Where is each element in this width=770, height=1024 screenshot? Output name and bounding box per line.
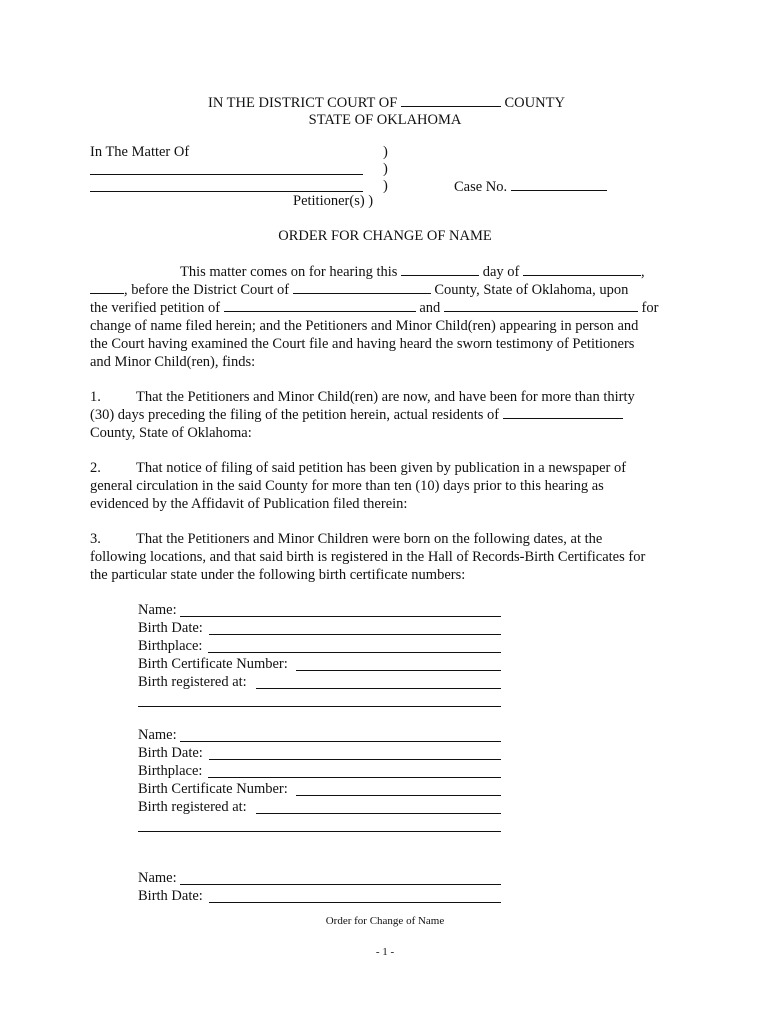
finding-1-line-3: County, State of Oklahoma: <box>90 425 252 441</box>
registered-at-blank-1 <box>256 688 501 689</box>
intro-line-3 <box>90 299 658 317</box>
case-no-blank <box>511 178 607 191</box>
intro-line-1 <box>180 263 645 281</box>
registered-at-extra-blank-1 <box>138 706 501 707</box>
finding-1-line-1: That the Petitioners and Minor Child(ren) are now, and have been for more than thirty <box>136 389 635 405</box>
intro-text-1b: day of <box>482 264 520 280</box>
court-heading-suffix: COUNTY <box>504 95 565 111</box>
name-blank-3 <box>180 884 501 885</box>
cert-number-blank-1 <box>296 670 501 671</box>
birth-date-label-3: Birth Date: <box>138 888 203 904</box>
registered-at-label-1: Birth registered at: <box>138 674 247 690</box>
intro-line-4: change of name filed herein; and the Petitioners and Minor Child(ren) appearing in person and <box>90 318 639 334</box>
page-title: ORDER FOR CHANGE OF NAME <box>278 228 492 244</box>
finding-3-line-1: That the Petitioners and Minor Children were born on the following dates, at the <box>136 531 603 547</box>
case-no-label: Case No. <box>454 179 508 195</box>
finding-3-line-3: the particular state under the following birth certificate numbers: <box>90 567 466 583</box>
page-number: - 1 - <box>375 946 395 958</box>
finding-3-line-2: following locations, and that said birth is registered in the Hall of Records-Birth Certificates for <box>90 549 646 565</box>
caption-paren-2: ) <box>383 161 388 177</box>
state-heading: STATE OF OKLAHOMA <box>308 112 462 128</box>
caption-paren-1: ) <box>383 144 388 160</box>
petitioner-blank-1 <box>90 174 363 175</box>
day-blank <box>401 263 479 276</box>
footer-title: Order for Change of Name <box>325 915 445 927</box>
name-blank-1 <box>180 616 501 617</box>
finding-3-number: 3. <box>90 531 101 547</box>
birth-date-blank-1 <box>209 634 501 635</box>
petitioner-blank-2 <box>90 191 363 192</box>
finding-2-line-1: That notice of filing of said petition has been given by publication in a newspaper of <box>136 460 627 476</box>
residence-county-blank <box>503 406 623 419</box>
finding-1-text-2a: (30) days preceding the filing of the petition herein, actual residents of <box>90 407 500 423</box>
intro-line-6: and Minor Child(ren), finds: <box>90 354 256 370</box>
name-blank-2 <box>180 741 501 742</box>
cert-number-label-1: Birth Certificate Number: <box>138 656 288 672</box>
district-county-blank <box>293 281 431 294</box>
intro-text-3b: and <box>419 300 441 316</box>
intro-line-2 <box>90 281 628 299</box>
petitioners-label: Petitioner(s) ) <box>293 193 374 209</box>
birth-date-label-1: Birth Date: <box>138 620 203 636</box>
intro-text-1a: This matter comes on for hearing this <box>180 264 398 280</box>
registered-at-label-2: Birth registered at: <box>138 799 247 815</box>
intro-line-5: the Court having examined the Court file and having heard the sworn testimony of Petitioners <box>90 336 635 352</box>
intro-text-2b: County, State of Oklahoma, upon <box>434 282 629 298</box>
finding-1-number: 1. <box>90 389 101 405</box>
finding-2-line-3: evidenced by the Affidavit of Publication filed therein: <box>90 496 408 512</box>
birth-date-blank-2 <box>209 759 501 760</box>
birth-date-label-2: Birth Date: <box>138 745 203 761</box>
finding-2-line-2: general circulation in the said County for more than ten (10) days prior to this hearing as <box>90 478 604 494</box>
month-blank <box>523 263 641 276</box>
court-heading <box>208 94 565 112</box>
registered-at-extra-blank-2 <box>138 831 501 832</box>
intro-text-1c: , <box>640 264 645 280</box>
intro-text-3a: the verified petition of <box>90 300 221 316</box>
registered-at-blank-2 <box>256 813 501 814</box>
county-blank <box>401 94 501 107</box>
birthplace-label-2: Birthplace: <box>138 763 203 779</box>
court-heading-prefix: IN THE DISTRICT COURT OF <box>208 95 398 111</box>
birthplace-blank-1 <box>208 652 501 653</box>
name-label-3: Name: <box>138 870 177 886</box>
name-label-1: Name: <box>138 602 177 618</box>
cert-number-blank-2 <box>296 795 501 796</box>
year-blank <box>90 281 124 294</box>
matter-label: In The Matter Of <box>90 144 190 160</box>
finding-1-line-2 <box>90 406 623 424</box>
birth-date-blank-3 <box>209 902 501 903</box>
caption-paren-3: ) <box>383 178 388 194</box>
cert-number-label-2: Birth Certificate Number: <box>138 781 288 797</box>
intro-text-3c: for <box>641 300 659 316</box>
finding-2-number: 2. <box>90 460 101 476</box>
petitioner-name-blank-2 <box>444 299 638 312</box>
intro-text-2a: , before the District Court of <box>124 282 290 298</box>
name-label-2: Name: <box>138 727 177 743</box>
case-number <box>454 178 607 196</box>
birthplace-blank-2 <box>208 777 501 778</box>
birthplace-label-1: Birthplace: <box>138 638 203 654</box>
petitioner-name-blank-1 <box>224 299 416 312</box>
